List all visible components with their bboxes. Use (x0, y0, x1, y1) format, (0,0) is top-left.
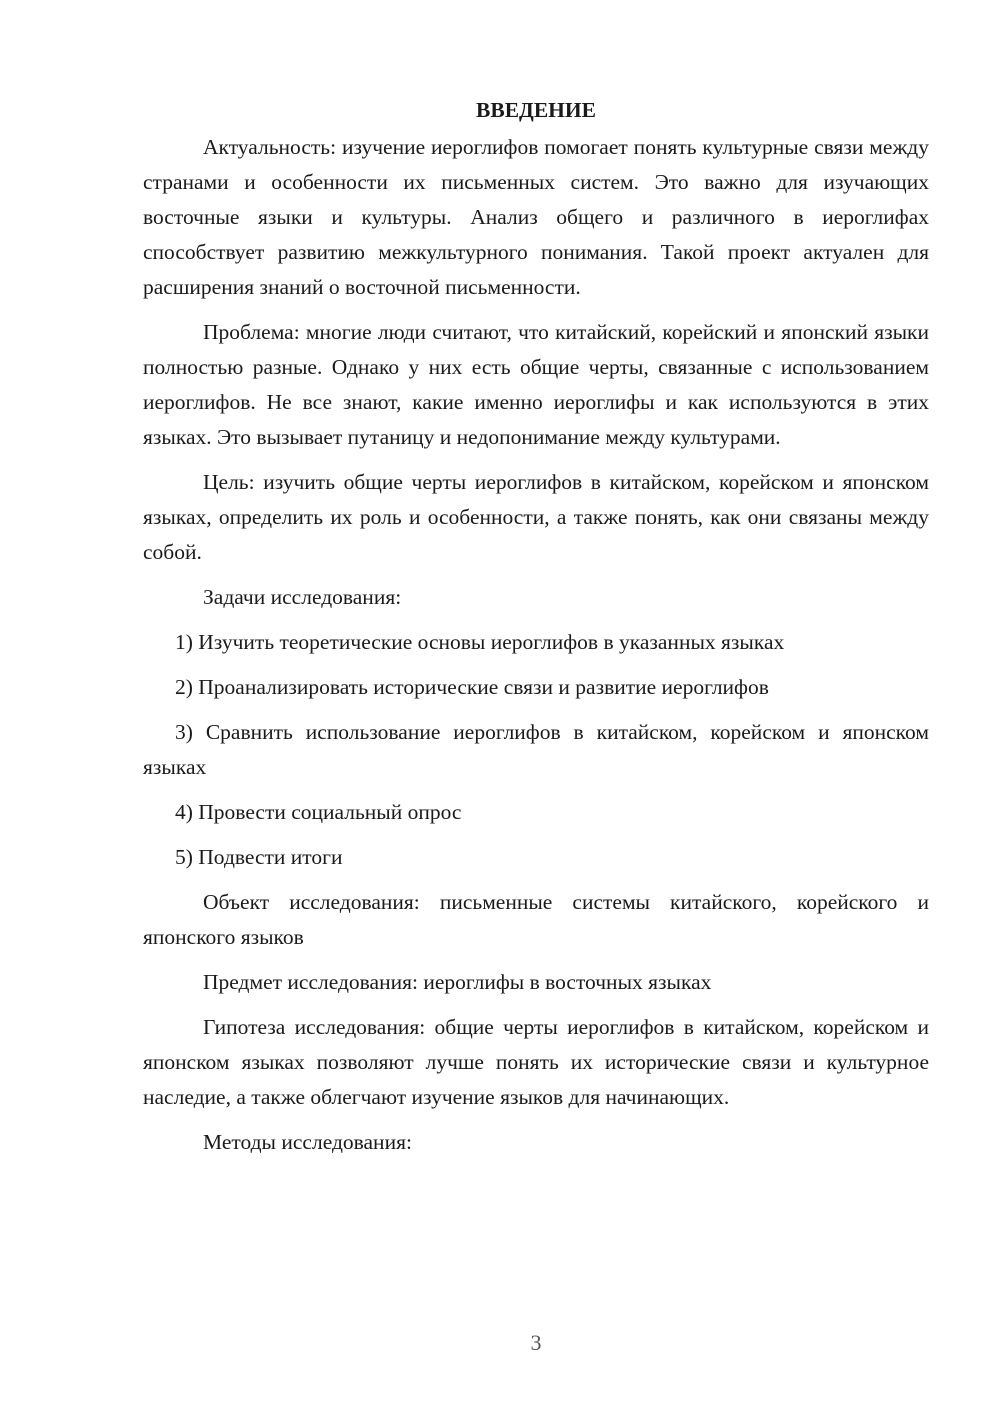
list-item: 2) Проанализировать исторические связи и развитие иероглифов (175, 675, 769, 699)
page-number: 3 (530, 1330, 542, 1355)
list-item: 4) Провести социальный опрос (175, 800, 462, 824)
tasks-heading: Задачи исследования: (203, 585, 402, 609)
methods-heading: Методы исследования: (203, 1130, 412, 1154)
paragraph-object: Объект исследования: письменные системы китайского, корейского и японского языков (143, 890, 929, 949)
paragraph-goal: Цель: изучить общие черты иероглифов в китайском, корейском и японском языках, определить их роль и особенности, а также понять, как они связаны между собой. (143, 470, 929, 564)
page-title: ВВЕДЕНИЕ (476, 98, 596, 122)
document-page (143, 93, 929, 1170)
list-item: 3) Сравнить использование иероглифов в китайском, корейском и японском языках (143, 720, 929, 779)
paragraph-problem: Проблема: многие люди считают, что китайский, корейский и японский языки полностью разные. Однако у них есть общие черты, связанные с использованием иероглифов. Не все знают, какие именно иероглифы и как используются в этих языках. Это вызывает путаницу и недопонимание между культурами. (143, 320, 929, 449)
paragraph-hypothesis: Гипотеза исследования: общие черты иероглифов в китайском, корейском и японском языках позволяют лучше понять их исторические связи и культурное наследие, а также облегчают изучение языков для начинающих. (143, 1015, 929, 1109)
paragraph-subject: Предмет исследования: иероглифы в восточных языках (203, 970, 712, 994)
paragraph-relevance: Актуальность: изучение иероглифов помогает понять культурные связи между странами и особенности их письменных систем. Это важно для изучающих восточные языки и культуры. Анализ общего и различного в иероглифах способствует развитию межкультурного понимания. Такой проект актуален для расширения знаний о восточной письменности. (143, 135, 929, 299)
list-item: 1) Изучить теоретические основы иероглифов в указанных языках (175, 630, 785, 654)
list-item: 5) Подвести итоги (175, 845, 343, 869)
tasks-list (143, 625, 929, 875)
